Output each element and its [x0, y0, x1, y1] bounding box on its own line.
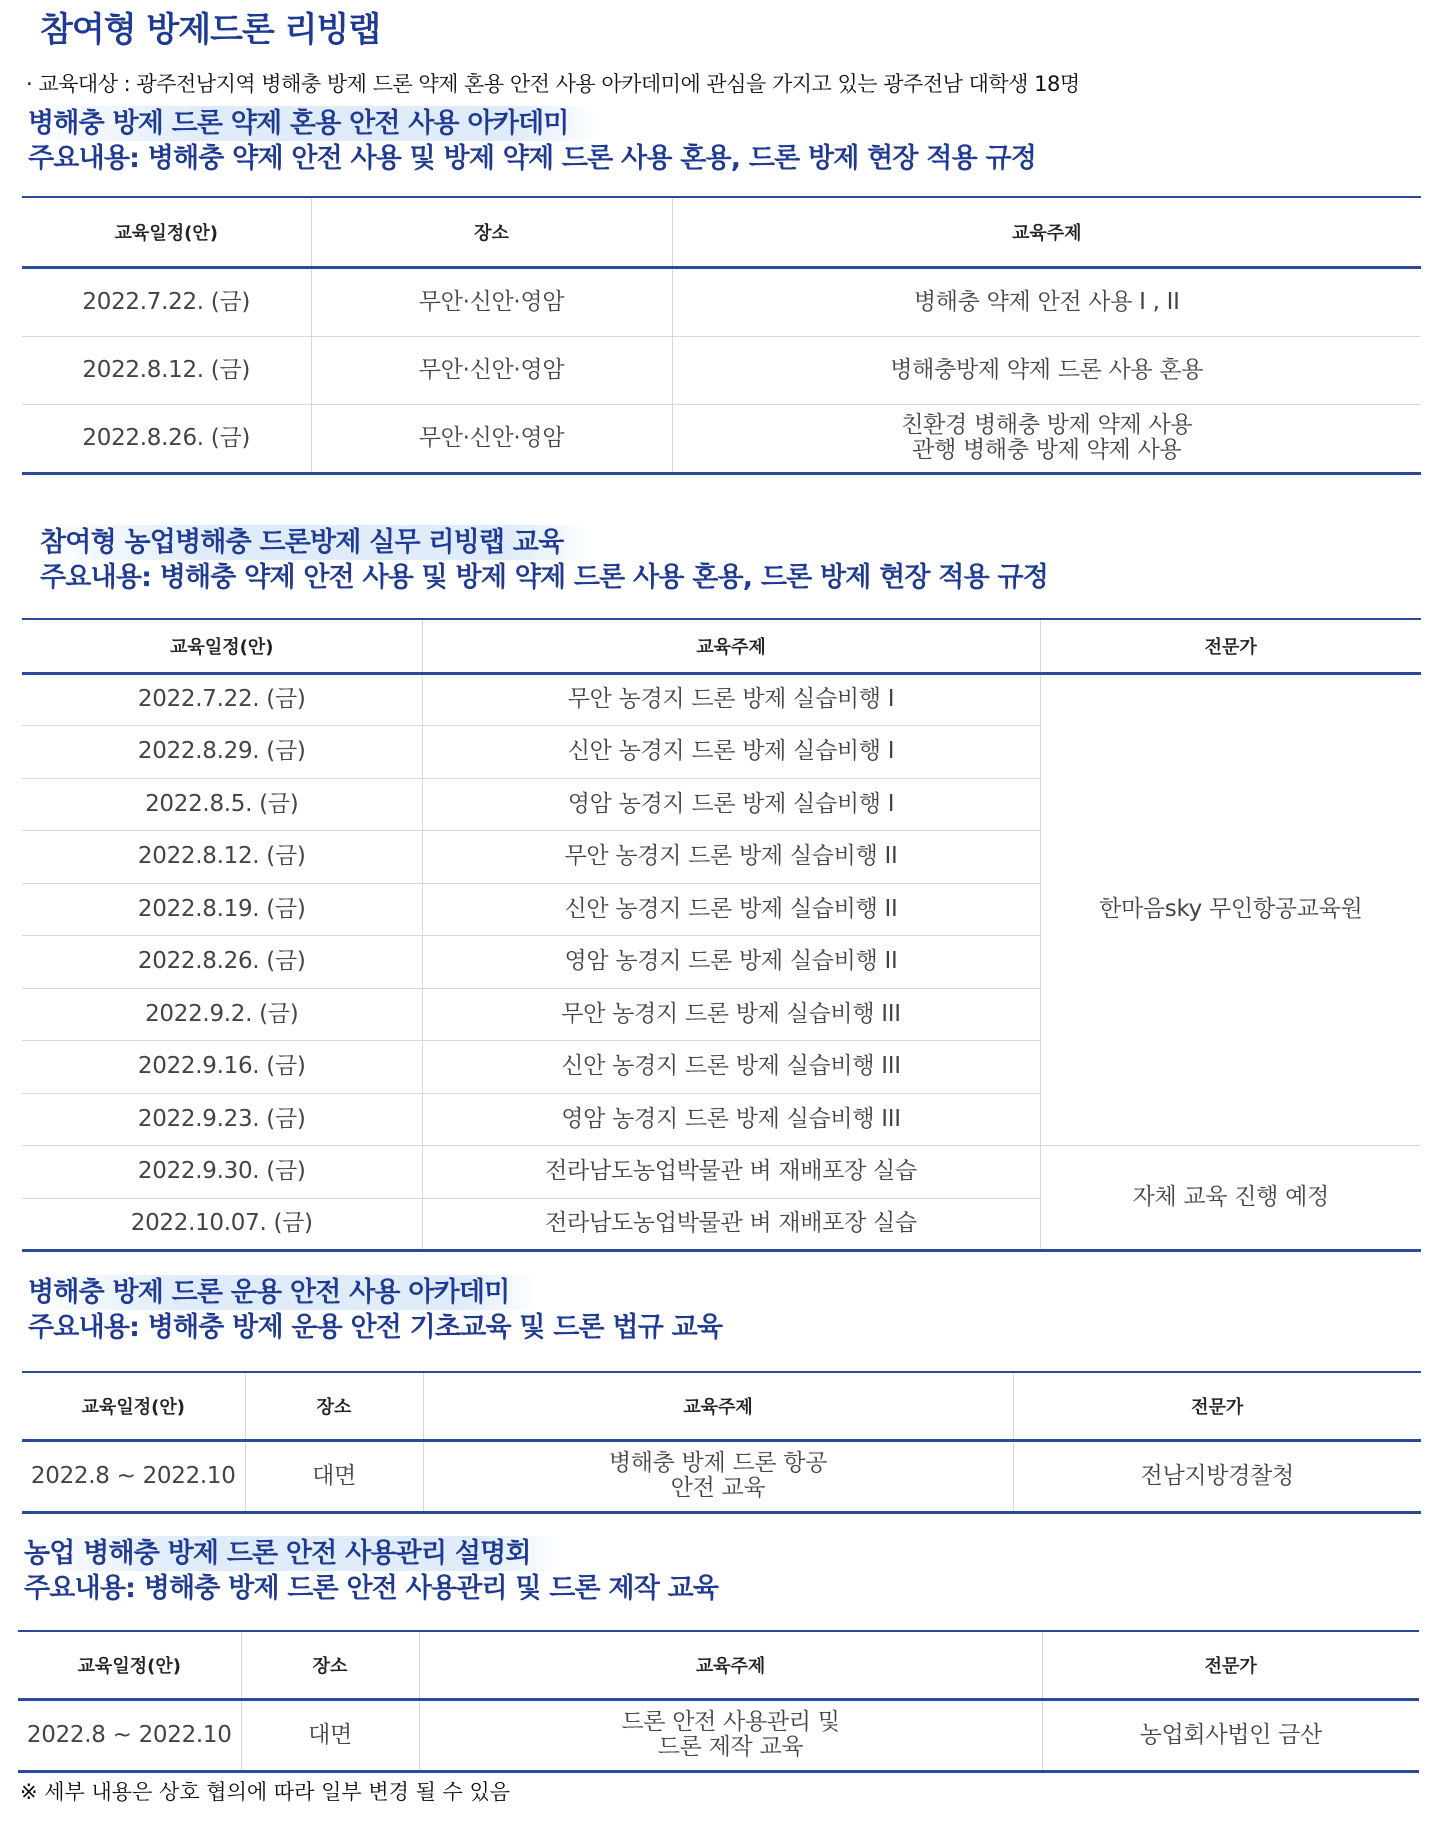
topic-cell: [423, 1440, 1013, 1512]
table-header: 교육주제: [422, 619, 1040, 673]
date-cell: 2022.8.26. (금): [22, 404, 311, 473]
topic-cell: 신안 농경지 드론 방제 실습비행 I: [422, 726, 1040, 779]
table-row: [18, 1699, 1419, 1771]
section-2-heading: [40, 525, 1048, 595]
expert-cell: 전남지방경찰청: [1013, 1440, 1421, 1512]
table-row: [22, 1146, 1421, 1199]
topic-line: 병해충 방제 드론 항공: [608, 1450, 828, 1476]
date-cell: 2022.8.19. (금): [22, 883, 422, 936]
topic-line: 친환경 병해충 방제 약제 사용: [901, 412, 1193, 438]
table-row: [22, 404, 1421, 473]
footnote: ※ 세부 내용은 상호 협의에 따라 일부 변경 될 수 있음: [20, 1780, 511, 1804]
table-header: 교육주제: [672, 197, 1421, 267]
section-1-title: 병해충 방제 드론 약제 혼용 안전 사용 아카데미: [28, 106, 599, 141]
topic-cell: [419, 1699, 1042, 1771]
topic-line: 안전 교육: [670, 1475, 766, 1501]
topic-line: 드론 안전 사용관리 및: [621, 1709, 840, 1735]
topic-cell: [672, 404, 1421, 473]
date-cell: 2022.8.5. (금): [22, 778, 422, 831]
section-1-subtitle: 주요내용: 병해충 약제 안전 사용 및 방제 약제 드론 사용 혼용, 드론 방제 현장 적용 규정: [28, 143, 1037, 174]
date-cell: 2022.10.07. (금): [22, 1198, 422, 1251]
topic-cell: 신안 농경지 드론 방제 실습비행 II: [422, 883, 1040, 936]
place-cell: 대면: [241, 1699, 419, 1771]
table-header: 장소: [245, 1372, 423, 1440]
expert-cell: 자체 교육 진행 예정: [1040, 1146, 1421, 1251]
table-header: 전문가: [1013, 1372, 1421, 1440]
date-cell: 2022.8.12. (금): [22, 831, 422, 884]
topic-line: 드론 제작 교육: [657, 1734, 804, 1760]
page-title: 참여형 방제드론 리빙랩: [40, 10, 381, 50]
date-cell: 2022.9.2. (금): [22, 988, 422, 1041]
education-target: · 교육대상 : 광주전남지역 병해충 방제 드론 약제 혼용 안전 사용 아카데미에 관심을 가지고 있는 광주전남 대학생 18명: [26, 72, 1080, 96]
date-cell: 2022.7.22. (금): [22, 267, 311, 336]
topic-cell: 영암 농경지 드론 방제 실습비행 III: [422, 1093, 1040, 1146]
date-cell: 2022.9.30. (금): [22, 1146, 422, 1199]
table-row: [22, 267, 1421, 336]
table-header: 교육일정(안): [22, 1372, 245, 1440]
table-row: [22, 673, 1421, 726]
topic-cell: 무안 농경지 드론 방제 실습비행 III: [422, 988, 1040, 1041]
expert-cell: 한마음sky 무인항공교육원: [1040, 673, 1421, 1146]
date-cell: 2022.8.26. (금): [22, 936, 422, 989]
section-2-table: [22, 618, 1421, 1252]
topic-cell: 무안 농경지 드론 방제 실습비행 I: [422, 673, 1040, 726]
section-1-table: [22, 196, 1421, 475]
topic-cell: 병해충 약제 안전 사용 I , II: [672, 267, 1421, 336]
date-cell: 2022.8.29. (금): [22, 726, 422, 779]
table-header: 장소: [241, 1631, 419, 1699]
section-4-subtitle: 주요내용: 병해충 방제 드론 안전 사용관리 및 드론 제작 교육: [24, 1573, 719, 1604]
table-header: 전문가: [1042, 1631, 1419, 1699]
section-2-title: 참여형 농업병해충 드론방제 실무 리빙랩 교육: [40, 525, 593, 560]
place-cell: 무안·신안·영암: [311, 404, 672, 473]
table-row: [22, 1440, 1421, 1512]
table-header: 전문가: [1040, 619, 1421, 673]
table-header: 교육일정(안): [22, 197, 311, 267]
expert-cell: 농업회사법인 금산: [1042, 1699, 1419, 1771]
place-cell: 대면: [245, 1440, 423, 1512]
section-3-title: 병해충 방제 드론 운용 안전 사용 아카데미: [28, 1275, 539, 1310]
date-cell: 2022.8.12. (금): [22, 336, 311, 404]
section-4-heading: [24, 1536, 718, 1606]
section-1-heading: [28, 106, 1036, 176]
topic-cell: 병해충방제 약제 드론 사용 혼용: [672, 336, 1421, 404]
table-row: [22, 336, 1421, 404]
section-3-table: [22, 1371, 1421, 1514]
table-header: 교육주제: [419, 1631, 1042, 1699]
topic-cell: 전라남도농업박물관 벼 재배포장 실습: [422, 1198, 1040, 1251]
topic-cell: 영암 농경지 드론 방제 실습비행 II: [422, 936, 1040, 989]
topic-cell: 영암 농경지 드론 방제 실습비행 I: [422, 778, 1040, 831]
date-cell: 2022.7.22. (금): [22, 673, 422, 726]
date-cell: 2022.8 ~ 2022.10: [22, 1440, 245, 1512]
table-header: 교육일정(안): [22, 619, 422, 673]
date-cell: 2022.8 ~ 2022.10: [18, 1699, 241, 1771]
section-3-subtitle: 주요내용: 병해충 방제 운용 안전 기초교육 및 드론 법규 교육: [28, 1312, 723, 1343]
table-header: 교육주제: [423, 1372, 1013, 1440]
section-2-subtitle: 주요내용: 병해충 약제 안전 사용 및 방제 약제 드론 사용 혼용, 드론 방제 현장 적용 규정: [40, 562, 1049, 593]
topic-cell: 신안 농경지 드론 방제 실습비행 III: [422, 1041, 1040, 1094]
table-header: 교육일정(안): [18, 1631, 241, 1699]
place-cell: 무안·신안·영암: [311, 336, 672, 404]
date-cell: 2022.9.16. (금): [22, 1041, 422, 1094]
place-cell: 무안·신안·영암: [311, 267, 672, 336]
section-3-heading: [28, 1275, 722, 1345]
topic-cell: 전라남도농업박물관 벼 재배포장 실습: [422, 1146, 1040, 1199]
section-4-title: 농업 병해충 방제 드론 안전 사용관리 설명회: [24, 1536, 561, 1571]
topic-line: 관행 병해충 방제 약제 사용: [912, 437, 1182, 463]
section-4-table: [18, 1630, 1419, 1773]
topic-cell: 무안 농경지 드론 방제 실습비행 II: [422, 831, 1040, 884]
date-cell: 2022.9.23. (금): [22, 1093, 422, 1146]
table-header: 장소: [311, 197, 672, 267]
